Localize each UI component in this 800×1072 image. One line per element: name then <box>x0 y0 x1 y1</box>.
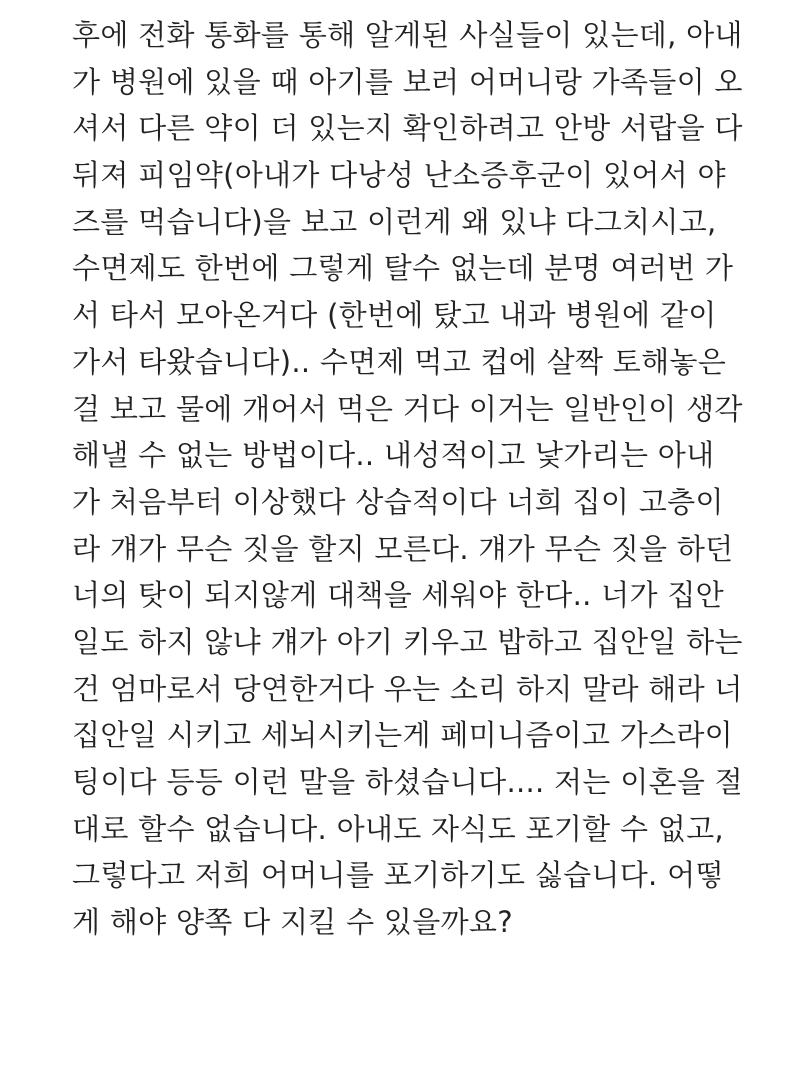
post-text-line: 건 엄마로서 당연한거다 우는 소리 하지 말라 해라 너 <box>72 671 743 706</box>
post-text-line: 대로 할수 없습니다. 아내도 자식도 포기할 수 없고, <box>72 811 724 846</box>
post-text-line: 가 병원에 있을 때 아기를 보러 어머니랑 가족들이 오 <box>72 64 743 99</box>
post-text-line: 가 처음부터 이상했다 상습적이다 너희 집이 고층이 <box>72 484 724 519</box>
post-text-line: 후에 전화 통화를 통해 알게된 사실들이 있는데, 아내 <box>72 18 743 52</box>
post-text-line: 게 해야 양쪽 다 지킬 수 있을까요? <box>72 905 513 940</box>
post-text-line: 가서 타왔습니다).. 수면제 먹고 컵에 살짝 토해놓은 <box>72 344 727 379</box>
post-text-line: 집안일 시키고 세뇌시키는게 페미니즘이고 가스라이 <box>72 718 733 753</box>
post-text-line: 라 걔가 무슨 짓을 할지 모른다. 걔가 무슨 짓을 하던 <box>72 531 734 566</box>
post-text-line: 해낼 수 없는 방법이다.. 내성적이고 낯가리는 아내 <box>72 438 715 473</box>
post-text-line: 너의 탓이 되지않게 대책을 세워야 한다.. 너가 집안 <box>72 578 724 613</box>
post-text-line: 즈를 먹습니다)을 보고 이런게 왜 있냐 다그치시고, <box>72 204 717 239</box>
post-text-line: 팅이다 등등 이런 말을 하셨습니다.... 저는 이혼을 절 <box>72 765 743 799</box>
post-text-line: 수면제도 한번에 그렇게 탈수 없는데 분명 여러번 가 <box>72 251 734 286</box>
post-body-text <box>72 12 752 946</box>
post-text-line: 일도 하지 않냐 걔가 아기 키우고 밥하고 집안일 하는 <box>72 624 743 659</box>
post-text-line: 셔서 다른 약이 더 있는지 확인하려고 안방 서랍을 다 <box>72 111 743 146</box>
post-text-line: 걸 보고 물에 개어서 먹은 거다 이거는 일반인이 생각 <box>72 391 743 426</box>
post-text-line: 서 타서 모아온거다 (한번에 탔고 내과 병원에 같이 <box>72 298 717 333</box>
post-text-line: 그렇다고 저희 어머니를 포기하기도 싫습니다. 어떻 <box>72 858 724 893</box>
post-text-line: 뒤져 피임약(아내가 다낭성 난소증후군이 있어서 야 <box>72 158 726 193</box>
